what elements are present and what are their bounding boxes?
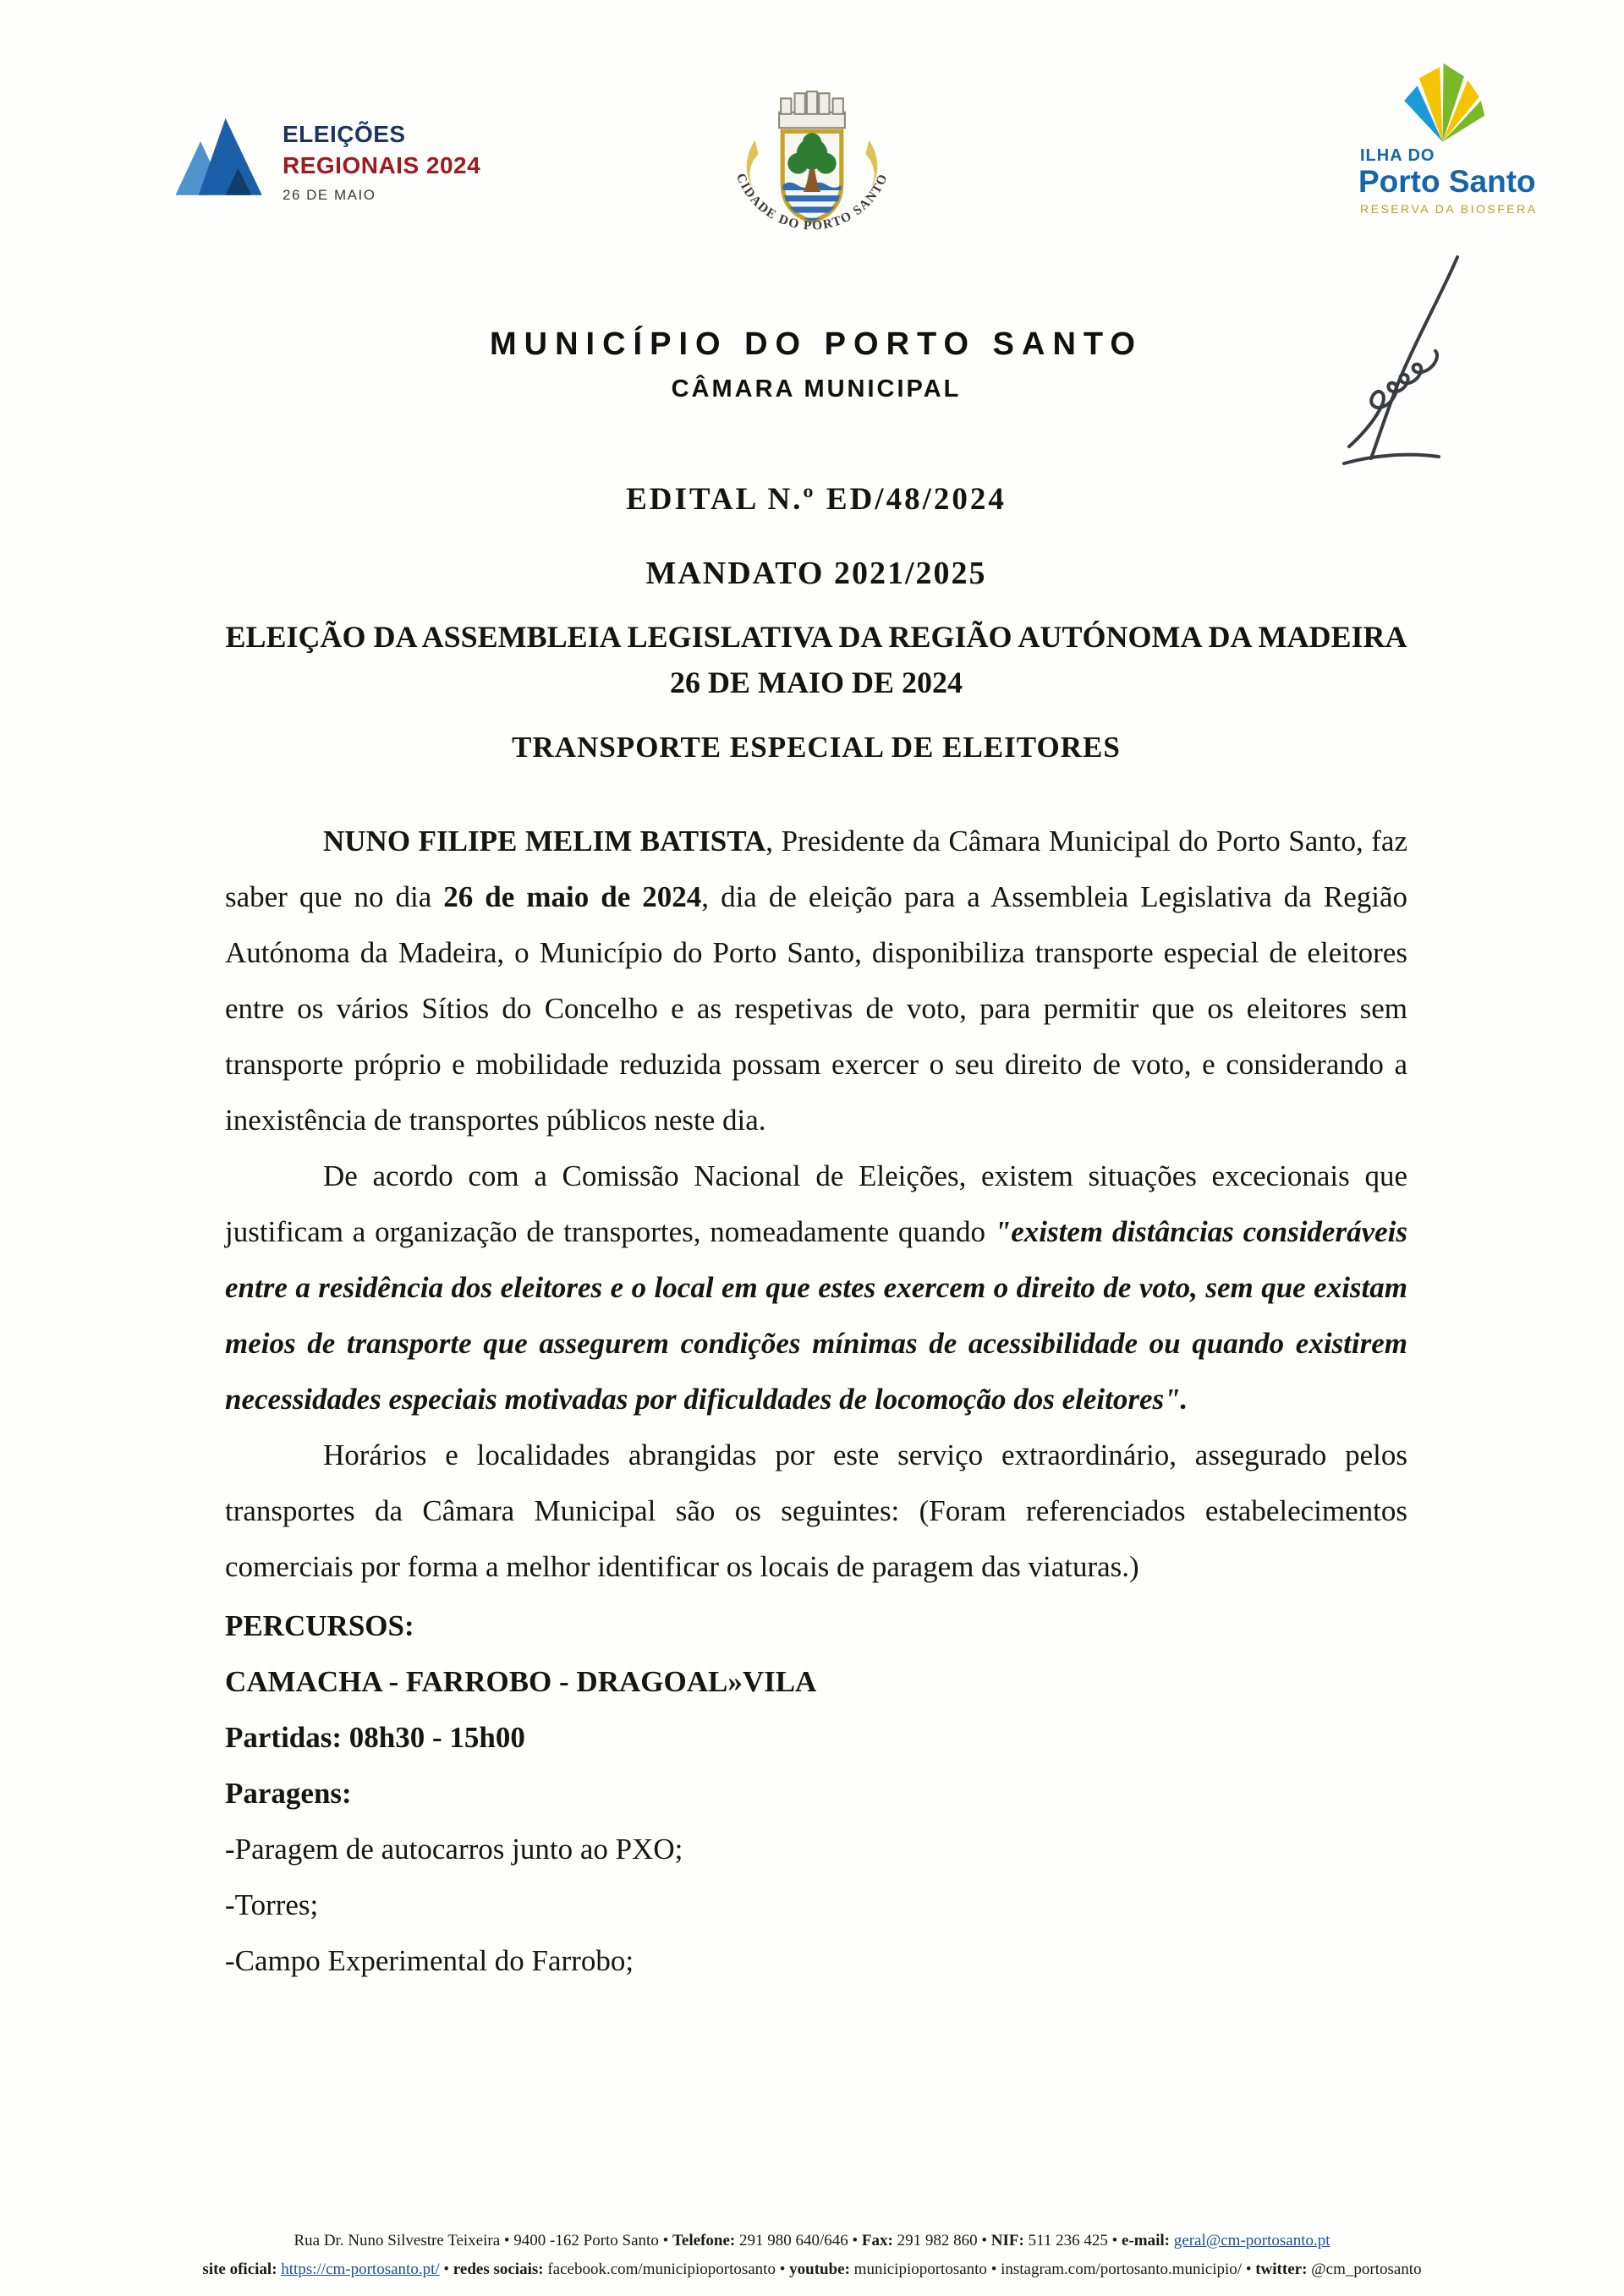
document-body <box>225 814 1407 1989</box>
footer-fax-value: 291 982 860 • <box>892 2232 991 2249</box>
footer-separator: • <box>1242 2260 1256 2278</box>
footer-twitter: @cm_portosanto <box>1311 2260 1422 2278</box>
paragraph-cne <box>225 1148 1407 1427</box>
chamber-subtitle: CÂMARA MUNICIPAL <box>671 375 962 403</box>
footer-address: Rua Dr. Nuno Silvestre Teixeira • 9400 -162 Porto Santo • <box>294 2232 672 2249</box>
stop-item: -Torres; <box>225 1888 319 1921</box>
signature-handwriting <box>1315 247 1484 475</box>
paragraph-schedules: Horários e localidades abrangidas por este serviço extraordinário, assegurado pelos transportes da Câmara Municipal são os seguintes: (Foram referenciados estabelecimentos comerciais por forma a melhor identificar os locais de paragem das viaturas.) <box>225 1438 1407 1583</box>
election-date-inline: 26 de maio de 2024 <box>443 880 702 913</box>
elections-logo-icon <box>173 112 262 197</box>
footer-twitter-label: twitter: <box>1255 2260 1312 2278</box>
election-title-line2: 26 DE MAIO DE 2024 <box>669 666 963 699</box>
edital-number: EDITAL N.º ED/48/2024 <box>626 482 1007 517</box>
paragraph-intro-text-2: , dia de eleição para a Assembleia Legislativa da Região Autónoma da Madeira, o Município do Porto Santo, disponibiliza transporte especial de eleitores entre os vários Sítios do Concelho e as respetivas de voto, para permitir que os eleitores sem transporte próprio e mobilidade reduzida possam exercer o seu direito de voto, e considerando a inexistência de transportes públicos neste dia. <box>225 880 1407 1137</box>
route-name: CAMACHA - FARROBO - DRAGOAL»VILA <box>225 1665 817 1698</box>
email-link[interactable]: geral@cm-portosanto.pt <box>1173 2232 1330 2249</box>
footer-telephone-value: 291 980 640/646 • <box>735 2232 862 2249</box>
footer-separator: • <box>986 2260 1001 2278</box>
porto-santo-coat-of-arms <box>726 83 899 269</box>
route-departures: Partidas: 08h30 - 15h00 <box>225 1721 525 1754</box>
biosphere-sun-icon <box>1390 56 1495 145</box>
website-link[interactable]: https://cm-portosanto.pt/ <box>281 2260 440 2278</box>
footer-youtube-label: youtube: <box>789 2260 854 2278</box>
cne-quote: "existem distâncias consideráveis entre a residência dos eleitores e o local em que estes exercem o direito de voto, sem que existam meios de transporte que assegurem condições mínimas de acessibilidade ou quando existirem necessidades especiais motivadas por dificuldades de locomoção dos eleitores". <box>225 1215 1408 1416</box>
paragraph-intro <box>225 814 1407 1148</box>
footer-separator: • <box>439 2260 453 2278</box>
paragraph-intro-text-1: , Presidente da Câmara Municipal do Porto Santo, faz saber que no dia <box>225 825 1407 913</box>
coat-of-arms-icon <box>726 83 899 265</box>
document-content <box>225 0 1407 1989</box>
footer-fax-label: Fax: <box>861 2232 893 2249</box>
footer-site-label: site oficial: <box>202 2260 282 2278</box>
crest-ribbon-text: CIDADE DO PORTO SANTO <box>732 171 892 233</box>
subject-title: TRANSPORTE ESPECIAL DE ELEITORES <box>512 731 1121 764</box>
footer-separator: • <box>775 2260 790 2278</box>
elections-logo-text <box>283 112 480 204</box>
municipality-title: MUNICÍPIO DO PORTO SANTO <box>490 326 1143 362</box>
title-block <box>225 326 1407 764</box>
footer-email-label: e-mail: <box>1122 2232 1174 2249</box>
footer-social-label: redes sociais: <box>453 2260 548 2278</box>
stops-heading: Paragens: <box>225 1777 352 1810</box>
election-title-line1: ELEIÇÃO DA ASSEMBLEIA LEGISLATIVA DA REGIÃO AUTÓNOMA DA MADEIRA <box>225 620 1407 654</box>
routes-section <box>225 1598 1407 1989</box>
stop-item: -Campo Experimental do Farrobo; <box>225 1944 634 1977</box>
footer-nif-value: 511 236 425 • <box>1023 2232 1122 2249</box>
elections-logo-title: ELEIÇÕES <box>283 121 406 147</box>
footer-nif-label: NIF: <box>990 2232 1024 2249</box>
biosphere-logo-subtitle: RESERVA DA BIOSFERA <box>1360 201 1538 216</box>
footer-youtube: municipioportosanto <box>853 2260 987 2278</box>
biosphere-logo <box>1328 56 1556 216</box>
mandate-title: MANDATO 2021/2025 <box>645 556 987 591</box>
biosphere-logo-region: ILHA DO <box>1360 146 1435 165</box>
document-footer <box>0 2232 1624 2279</box>
routes-heading: PERCURSOS: <box>225 1609 414 1642</box>
paragraph-cne-text: De acordo com a Comissão Nacional de Eleições, existem situações excecionais que justificam a organização de transportes, nomeadamente quando <box>225 1159 1407 1248</box>
election-title <box>225 614 1407 705</box>
footer-telephone-label: Telefone: <box>672 2232 736 2249</box>
footer-instagram: instagram.com/portosanto.municipio/ <box>1001 2260 1243 2278</box>
footer-facebook: facebook.com/municipioportosanto <box>547 2260 776 2278</box>
stop-item: -Paragem de autocarros junto ao PXO; <box>225 1833 683 1866</box>
elections-regionais-logo <box>173 112 480 204</box>
biosphere-logo-name: Porto Santo <box>1358 164 1536 199</box>
elections-logo-subtitle: REGIONAIS 2024 <box>283 152 481 178</box>
footer-contact-line <box>0 2232 1624 2250</box>
elections-logo-date: 26 DE MAIO <box>283 187 376 203</box>
footer-web-line <box>0 2260 1624 2279</box>
president-name: NUNO FILIPE MELIM BATISTA <box>323 825 766 858</box>
